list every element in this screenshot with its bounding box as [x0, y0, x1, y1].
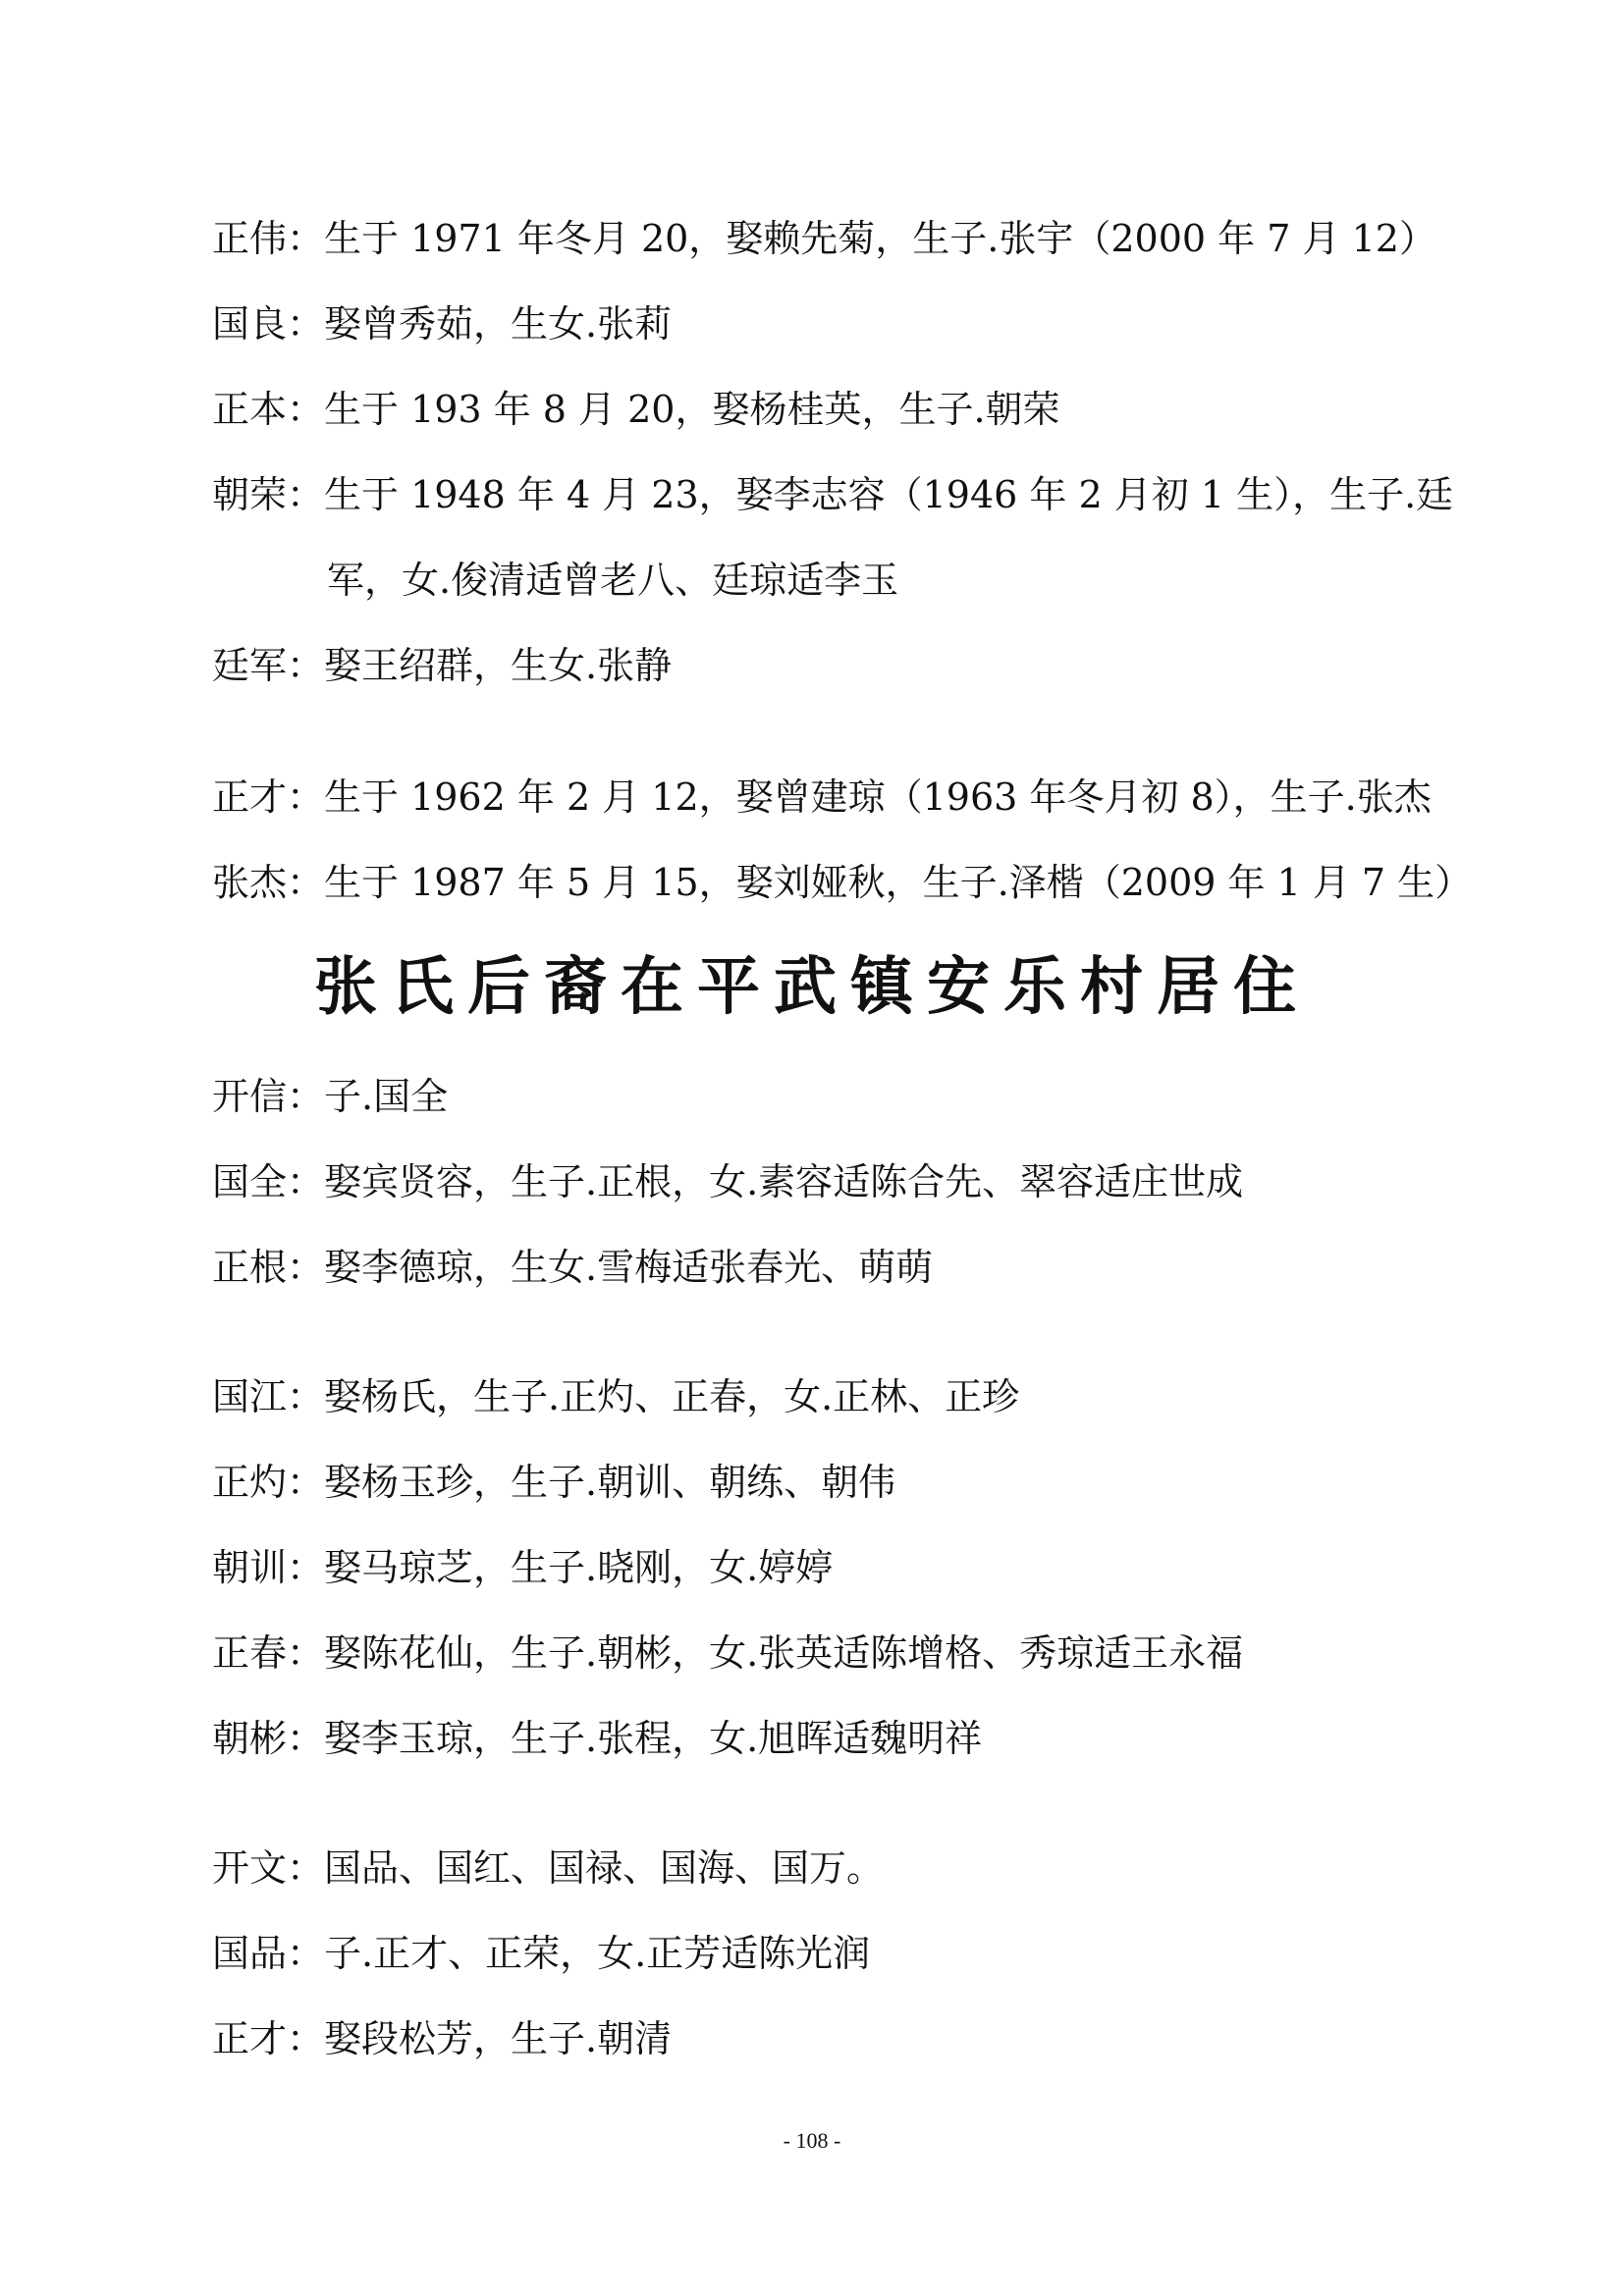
genealogy-entry: 正根：娶李德琼，生女.雪梅适张春光、萌萌: [212, 1246, 934, 1289]
genealogy-entry: 正才：娶段松芳，生子.朝清: [212, 2017, 673, 2060]
genealogy-entry: 国全：娶宾贤容，生子.正根，女.素容适陈合先、翠容适庄世成: [212, 1160, 1244, 1203]
page-number: - 108 -: [783, 2128, 841, 2153]
genealogy-entry: 开信：子.国全: [212, 1075, 449, 1118]
genealogy-entry: 国品：子.正才、正荣，女.正芳适陈光润: [212, 1932, 871, 1975]
genealogy-entry: 朝训：娶马琼芝，生子.晓刚，女.婷婷: [212, 1546, 834, 1589]
genealogy-entry: 国江：娶杨氏，生子.正灼、正春，女.正林、正珍: [212, 1375, 1020, 1418]
genealogy-entry: 正灼：娶杨玉珍，生子.朝训、朝练、朝伟: [212, 1461, 896, 1504]
genealogy-entry: 正才：生于 1962 年 2 月 12，娶曾建琼（1963 年冬月初 8），生子.张杰: [212, 775, 1432, 819]
section-title: 张氏后裔在平武镇安乐村居住: [314, 950, 1310, 1024]
genealogy-entry: 朝彬：娶李玉琼，生子.张程，女.旭晖适魏明祥: [212, 1717, 983, 1760]
genealogy-entry: 张杰：生于 1987 年 5 月 15，娶刘娅秋，生子.泽楷（2009 年 1 月 7 生）: [212, 861, 1473, 904]
genealogy-entry: 正春：娶陈花仙，生子.朝彬，女.张英适陈增格、秀琼适王永福: [212, 1631, 1244, 1675]
genealogy-entry: 国良：娶曾秀茹，生女.张莉: [212, 302, 673, 346]
genealogy-entry: 廷军：娶王绍群，生女.张静: [212, 644, 673, 687]
genealogy-entry: 正本：生于 193 年 8 月 20，娶杨桂英，生子.朝荣: [212, 388, 1060, 431]
genealogy-entry-continuation: 军，女.俊清适曾老八、廷琼适李玉: [327, 559, 899, 602]
genealogy-entry: 开文：国品、国红、国禄、国海、国万。: [212, 1846, 885, 1890]
genealogy-entry: 正伟：生于 1971 年冬月 20，娶赖先菊，生子.张宇（2000 年 7 月 12）: [212, 217, 1436, 260]
genealogy-entry: 朝荣：生于 1948 年 4 月 23，娶李志容（1946 年 2 月初 1 生），生子.廷: [212, 473, 1454, 516]
